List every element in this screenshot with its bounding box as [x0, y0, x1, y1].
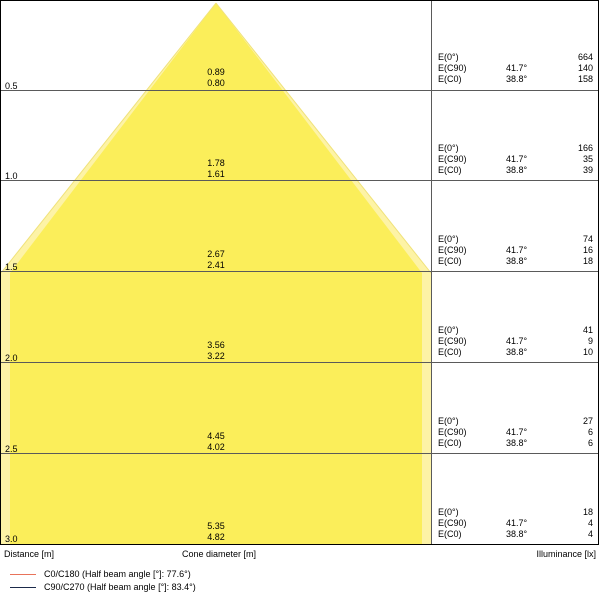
cone-diameter-2-5-c0: 4.45: [207, 431, 225, 441]
illuminance-row: [438, 529, 593, 540]
illuminance-row: [438, 234, 593, 245]
table-separator: [431, 1, 432, 545]
illuminance-row: [438, 165, 593, 176]
illuminance-row: [438, 438, 593, 449]
illuminance-row: [438, 63, 593, 74]
illuminance-value: 41: [582, 325, 593, 335]
illuminance-value: 18: [582, 507, 593, 517]
cone-diameter-2-0-c0: 3.56: [207, 340, 225, 350]
illuminance-row: [438, 507, 593, 518]
illuminance-angle: 41.7°: [506, 245, 528, 255]
cone-diameter-1-5-c0: 2.67: [207, 249, 225, 259]
illuminance-value: 10: [582, 347, 593, 357]
illuminance-label: E(C90): [438, 245, 467, 255]
illuminance-row: [438, 416, 593, 427]
cone-diameter-2-5-c90: 4.02: [207, 442, 225, 452]
cone-diameter-0-5-c90: 0.80: [207, 78, 225, 88]
legend-label-c90c270: C90/C270 (Half beam angle [°]: 83.4°): [44, 582, 196, 592]
illuminance-block-1-5: [438, 234, 593, 267]
illuminance-angle: 41.7°: [506, 63, 528, 73]
illuminance-label: E(C90): [438, 518, 467, 528]
gridline-3-0: [1, 544, 599, 545]
illuminance-row: [438, 336, 593, 347]
illuminance-label: E(0°): [438, 234, 459, 244]
axis-label-distance: Distance [m]: [4, 549, 55, 559]
illuminance-value: 166: [577, 143, 593, 153]
illuminance-value: 6: [587, 427, 593, 437]
illuminance-label: E(0°): [438, 507, 459, 517]
illuminance-row: [438, 325, 593, 336]
y-tick-3-0: 3.0: [5, 534, 18, 544]
illuminance-label: E(C0): [438, 256, 462, 266]
illuminance-row: [438, 427, 593, 438]
cone-diameter-1-0-c0: 1.78: [207, 158, 225, 168]
illuminance-label: E(C0): [438, 529, 462, 539]
illuminance-row: [438, 518, 593, 529]
illuminance-label: E(0°): [438, 52, 459, 62]
illuminance-value: 664: [577, 52, 593, 62]
illuminance-row: [438, 347, 593, 358]
legend-line-icon-c0c180: [10, 574, 36, 575]
legend-label-c0c180: C0/C180 (Half beam angle [°]: 77.6°): [44, 569, 191, 579]
illuminance-row: [438, 143, 593, 154]
illuminance-label: E(0°): [438, 416, 459, 426]
illuminance-angle: 41.7°: [506, 427, 528, 437]
gridline-0-5: [1, 90, 599, 91]
illuminance-row: [438, 52, 593, 63]
illuminance-label: E(C90): [438, 336, 467, 346]
illuminance-angle: 41.7°: [506, 336, 528, 346]
cone-diameter-1-0-c90: 1.61: [207, 169, 225, 179]
illuminance-value: 140: [577, 63, 593, 73]
illuminance-value: 16: [582, 245, 593, 255]
illuminance-angle: 41.7°: [506, 154, 528, 164]
illuminance-label: E(C0): [438, 165, 462, 175]
gridline-2-0: [1, 362, 599, 363]
y-tick-1-0: 1.0: [5, 171, 18, 181]
illuminance-angle: 41.7°: [506, 518, 528, 528]
illuminance-block-1-0: [438, 143, 593, 176]
cone-diameter-1-5-c90: 2.41: [207, 260, 225, 270]
illuminance-value: 27: [582, 416, 593, 426]
illuminance-row: [438, 245, 593, 256]
illuminance-angle: 38.8°: [506, 74, 528, 84]
illuminance-value: 39: [582, 165, 593, 175]
illuminance-angle: 38.8°: [506, 256, 528, 266]
illuminance-value: 18: [582, 256, 593, 266]
illuminance-label: E(C90): [438, 427, 467, 437]
illuminance-block-3-0: [438, 507, 593, 540]
illuminance-label: E(C90): [438, 63, 467, 73]
illuminance-row: [438, 154, 593, 165]
y-tick-2-0: 2.0: [5, 353, 18, 363]
illuminance-value: 74: [582, 234, 593, 244]
illuminance-label: E(0°): [438, 143, 459, 153]
y-tick-2-5: 2.5: [5, 444, 18, 454]
legend-line-icon-c90c270: [10, 587, 36, 588]
illuminance-label: E(C90): [438, 154, 467, 164]
cone-diameter-2-0-c90: 3.22: [207, 351, 225, 361]
illuminance-value: 158: [577, 74, 593, 84]
gridline-1-5: [1, 271, 599, 272]
illuminance-angle: 38.8°: [506, 529, 528, 539]
illuminance-label: E(C0): [438, 347, 462, 357]
illuminance-value: 35: [582, 154, 593, 164]
gridline-1-0: [1, 180, 599, 181]
illuminance-label: E(C0): [438, 74, 462, 84]
illuminance-label: E(0°): [438, 325, 459, 335]
illuminance-row: [438, 74, 593, 85]
illuminance-block-2-0: [438, 325, 593, 358]
cone-diameter-0-5-c0: 0.89: [207, 67, 225, 77]
illuminance-value: 4: [587, 518, 593, 528]
y-tick-1-5: 1.5: [5, 262, 18, 272]
illuminance-angle: 38.8°: [506, 347, 528, 357]
cone-diameter-3-0-c0: 5.35: [207, 521, 225, 531]
illuminance-value: 6: [587, 438, 593, 448]
illuminance-block-2-5: [438, 416, 593, 449]
axis-label-cone-diameter: Cone diameter [m]: [182, 549, 257, 559]
illuminance-angle: 38.8°: [506, 438, 528, 448]
illuminance-value: 9: [587, 336, 593, 346]
axis-label-illuminance: Illuminance [lx]: [536, 549, 596, 559]
gridline-2-5: [1, 453, 599, 454]
illuminance-label: E(C0): [438, 438, 462, 448]
y-tick-0-5: 0.5: [5, 81, 18, 91]
illuminance-row: [438, 256, 593, 267]
illuminance-angle: 38.8°: [506, 165, 528, 175]
illuminance-block-0-5: [438, 52, 593, 85]
cone-diameter-3-0-c90: 4.82: [207, 532, 225, 542]
illuminance-value: 4: [587, 529, 593, 539]
